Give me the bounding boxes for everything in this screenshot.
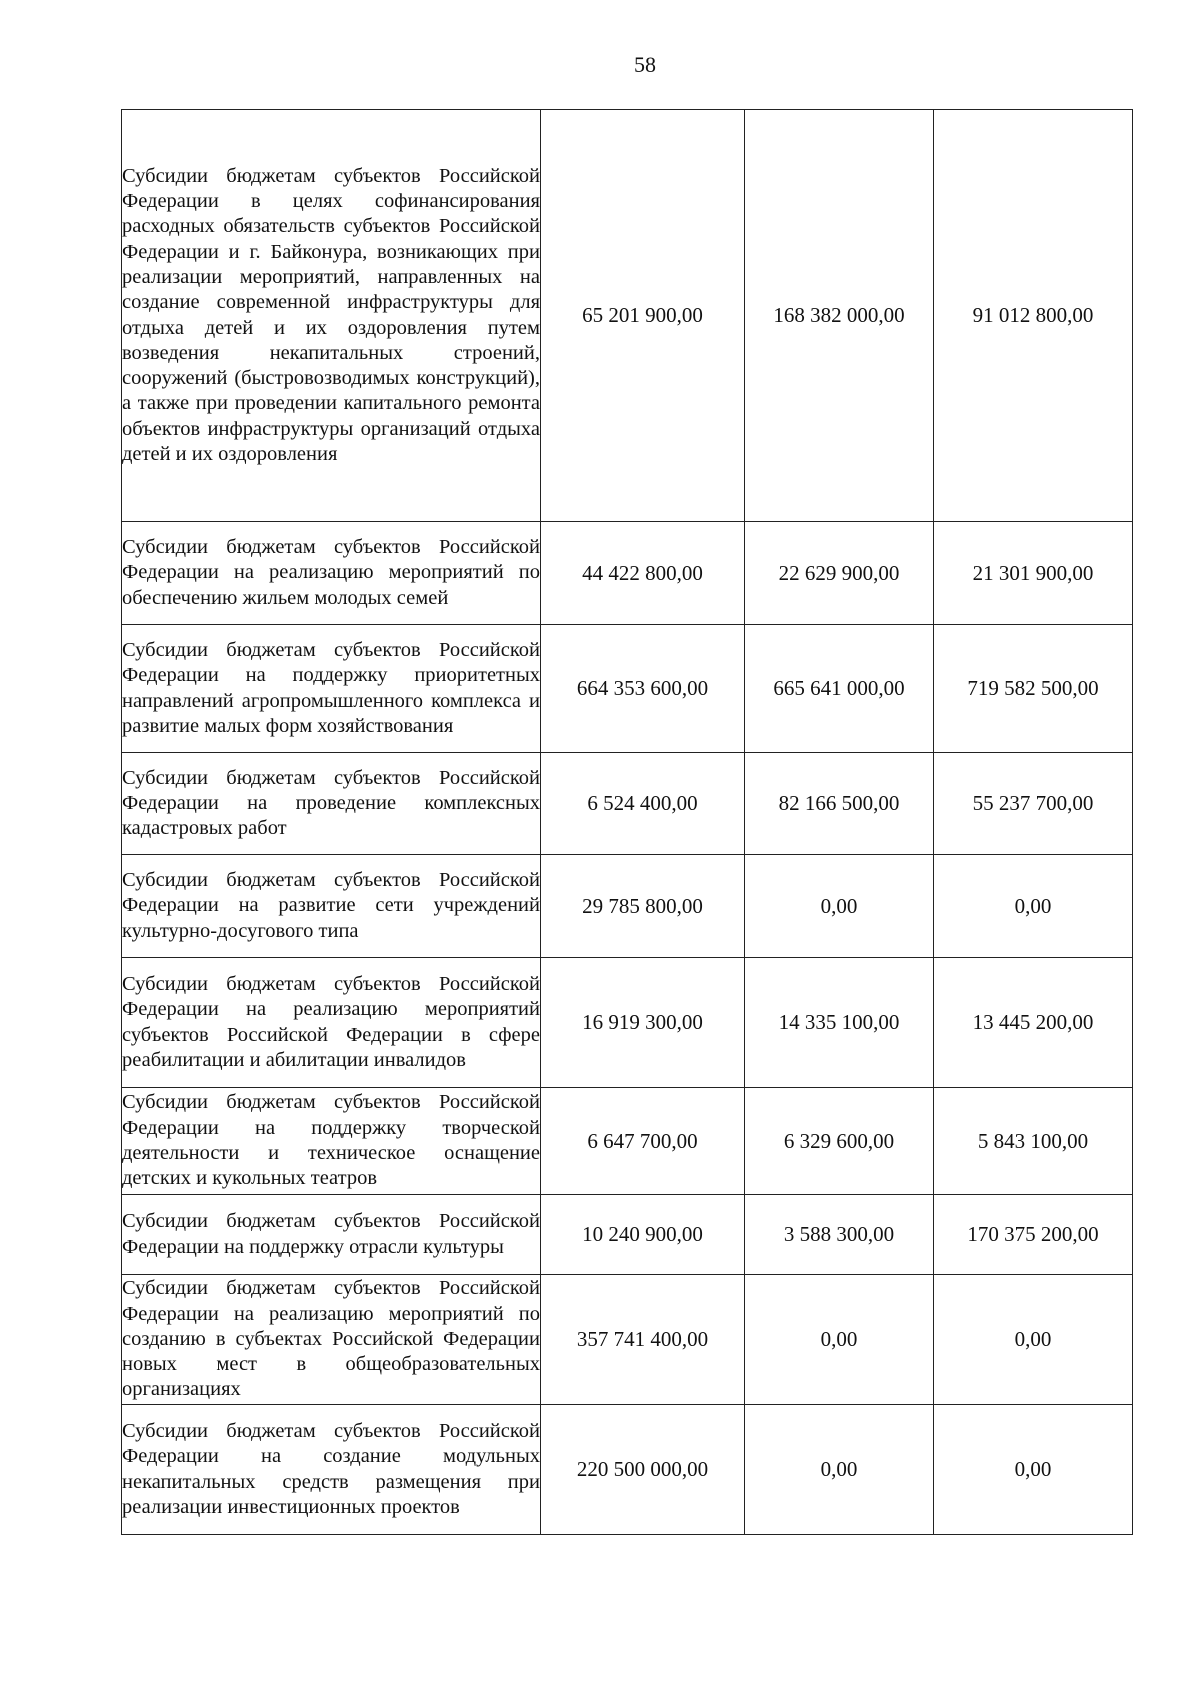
table-row — [122, 753, 1133, 855]
value-year-1: 664 353 600,00 — [541, 625, 745, 753]
value-year-3: 0,00 — [934, 855, 1133, 958]
value-year-2: 0,00 — [745, 1275, 934, 1405]
value-year-3: 0,00 — [934, 1275, 1133, 1405]
value-year-2: 6 329 600,00 — [745, 1088, 934, 1195]
value-year-1: 6 647 700,00 — [541, 1088, 745, 1195]
value-year-1: 220 500 000,00 — [541, 1405, 745, 1535]
value-year-1: 16 919 300,00 — [541, 958, 745, 1088]
row-description: Субсидии бюджетам субъектов Российской Федерации на реализацию мероприятий по созданию в субъектах Российской Федерации новых мест в общеобразовательных организациях — [122, 1275, 541, 1405]
table-row — [122, 1088, 1133, 1195]
value-year-2: 3 588 300,00 — [745, 1195, 934, 1275]
value-year-3: 55 237 700,00 — [934, 753, 1133, 855]
value-year-3: 719 582 500,00 — [934, 625, 1133, 753]
table-row — [122, 625, 1133, 753]
value-year-2: 22 629 900,00 — [745, 522, 934, 625]
row-description: Субсидии бюджетам субъектов Российской Федерации на реализацию мероприятий субъектов Российской Федерации в сфере реабилитации и абилитации инвалидов — [122, 958, 541, 1088]
value-year-2: 0,00 — [745, 855, 934, 958]
subsidy-table — [121, 109, 1133, 1535]
value-year-3: 170 375 200,00 — [934, 1195, 1133, 1275]
table-row — [122, 1405, 1133, 1535]
row-description: Субсидии бюджетам субъектов Российской Федерации на поддержку отрасли культуры — [122, 1195, 541, 1275]
value-year-2: 82 166 500,00 — [745, 753, 934, 855]
value-year-3: 0,00 — [934, 1405, 1133, 1535]
row-description: Субсидии бюджетам субъектов Российской Федерации на поддержку творческой деятельности и техническое оснащение детских и кукольных театров — [122, 1088, 541, 1195]
value-year-3: 21 301 900,00 — [934, 522, 1133, 625]
value-year-3: 5 843 100,00 — [934, 1088, 1133, 1195]
table-row — [122, 522, 1133, 625]
value-year-1: 357 741 400,00 — [541, 1275, 745, 1405]
table-row — [122, 1195, 1133, 1275]
table-row — [122, 1275, 1133, 1405]
value-year-1: 44 422 800,00 — [541, 522, 745, 625]
value-year-1: 10 240 900,00 — [541, 1195, 745, 1275]
value-year-2: 14 335 100,00 — [745, 958, 934, 1088]
value-year-2: 0,00 — [745, 1405, 934, 1535]
value-year-2: 665 641 000,00 — [745, 625, 934, 753]
table-row — [122, 958, 1133, 1088]
row-description: Субсидии бюджетам субъектов Российской Федерации на поддержку приоритетных направлений агропромышленного комплекса и развитие малых форм хозяйствования — [122, 625, 541, 753]
row-description: Субсидии бюджетам субъектов Российской Федерации на создание модульных некапитальных средств размещения при реализации инвестиционных проектов — [122, 1405, 541, 1535]
row-description: Субсидии бюджетам субъектов Российской Федерации на проведение комплексных кадастровых работ — [122, 753, 541, 855]
value-year-3: 91 012 800,00 — [934, 110, 1133, 522]
table-row — [122, 110, 1133, 522]
row-description: Субсидии бюджетам субъектов Российской Федерации в целях софинансирования расходных обязательств субъектов Российской Федерации и г. Байконура, возникающих при реализации мероприятий, направленных на создание современной инфраструктуры для отдыха детей и их оздоровления путем возведения некапитальных строений, сооружений (быстровозводимых конструкций), а также при проведении капитального ремонта объектов инфраструктуры организаций отдыха детей и их оздоровления — [122, 110, 541, 522]
value-year-3: 13 445 200,00 — [934, 958, 1133, 1088]
value-year-1: 65 201 900,00 — [541, 110, 745, 522]
value-year-2: 168 382 000,00 — [745, 110, 934, 522]
table-row — [122, 855, 1133, 958]
row-description: Субсидии бюджетам субъектов Российской Федерации на реализацию мероприятий по обеспечению жильем молодых семей — [122, 522, 541, 625]
row-description: Субсидии бюджетам субъектов Российской Федерации на развитие сети учреждений культурно-досугового типа — [122, 855, 541, 958]
value-year-1: 29 785 800,00 — [541, 855, 745, 958]
page-number: 58 — [634, 52, 656, 77]
value-year-1: 6 524 400,00 — [541, 753, 745, 855]
